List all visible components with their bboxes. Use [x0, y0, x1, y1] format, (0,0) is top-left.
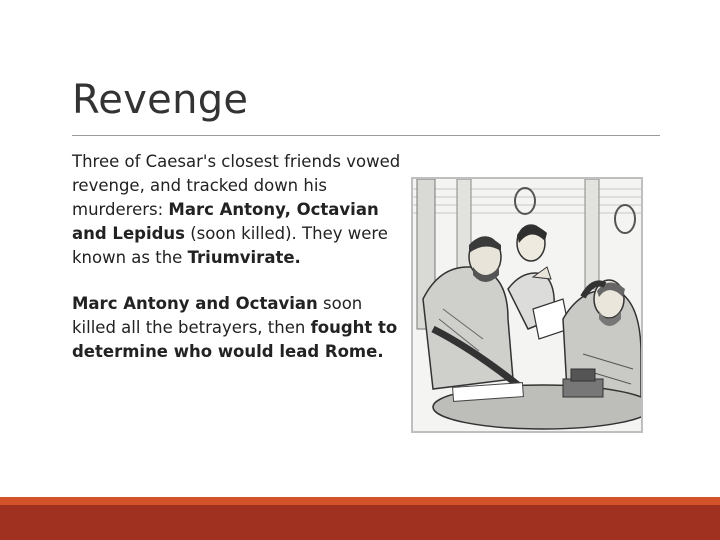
- para1-text-1: Three of Caesar's closest friends vowed revenge, and tracked down his murderers:: [72, 152, 401, 219]
- engraving-illustration: [411, 177, 643, 433]
- paragraph-1: [72, 150, 402, 270]
- para2-bold-1: Marc Antony and Octavian: [72, 294, 318, 313]
- para1-bold-1: Marc Antony, Octavian and Lepidus: [72, 200, 379, 243]
- para2-text-1: soon killed all the betrayers, then: [72, 294, 363, 337]
- title-divider: [72, 135, 660, 136]
- right-pillar: [585, 179, 599, 289]
- footer-bar: [0, 505, 720, 540]
- footer-accent-stripe: [0, 497, 720, 505]
- slide-title: Revenge: [72, 77, 249, 123]
- body-text: [72, 150, 402, 364]
- para1-bold-2: Triumvirate.: [187, 248, 301, 267]
- engraving-drawing: [413, 179, 641, 431]
- para1-text-2: (soon killed). They were known as the: [72, 224, 388, 267]
- paragraph-2: [72, 292, 402, 364]
- inkstand: [563, 379, 603, 397]
- para2-bold-2: fought to determine who would lead Rome.: [72, 318, 398, 361]
